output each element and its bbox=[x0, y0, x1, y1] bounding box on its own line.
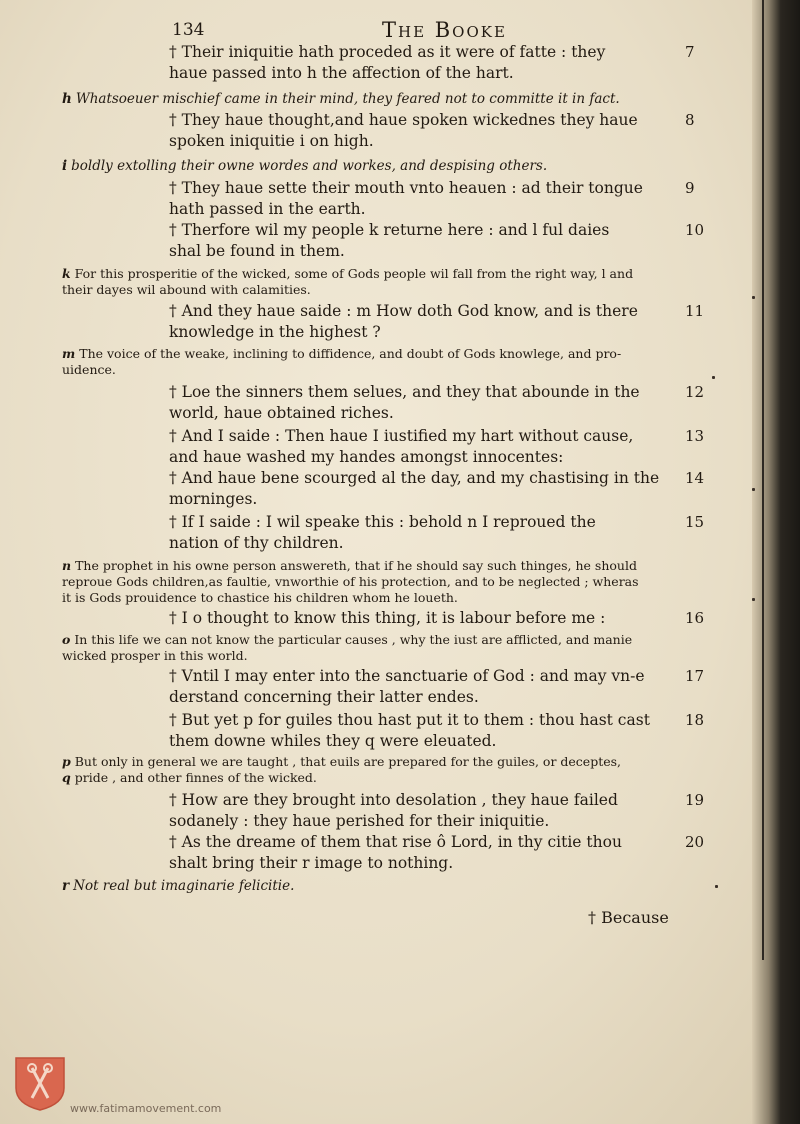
note-mark: q bbox=[62, 770, 71, 785]
verse-number: 18 bbox=[685, 711, 705, 729]
verse-line: spoken iniquitie i on high. bbox=[169, 132, 374, 150]
note-m bbox=[62, 346, 722, 378]
note-k bbox=[62, 266, 722, 298]
verse-number: 20 bbox=[685, 833, 705, 851]
verse-14 bbox=[165, 468, 705, 510]
watermark-url: www.fatimamovement.com bbox=[70, 1102, 222, 1115]
verse-line: † If I saide : I wil speake this : behold n I reproued the bbox=[169, 513, 596, 531]
fatima-movement-logo-icon bbox=[12, 1054, 68, 1112]
note-text: reproue Gods children,as faultie, vnworthie of his protection, and to be neglected ; wheras bbox=[62, 574, 639, 589]
verse-line: † But yet p for guiles thou hast put it to them : thou hast cast bbox=[169, 711, 650, 729]
verse-8 bbox=[165, 110, 705, 152]
verse-line: shalt bring their r image to nothing. bbox=[169, 854, 454, 872]
note-i bbox=[62, 158, 722, 174]
note-mark: p bbox=[62, 754, 71, 769]
verse-line: morninges. bbox=[169, 490, 258, 508]
note-text: For this prosperitie of the wicked, some of Gods people wil fall from the right way, l and bbox=[74, 266, 634, 281]
verse-20 bbox=[165, 832, 705, 874]
note-mark: r bbox=[62, 878, 70, 894]
note-n bbox=[62, 558, 722, 606]
verse-line: world, haue obtained riches. bbox=[169, 404, 394, 422]
verse-17 bbox=[165, 666, 705, 708]
verse-line: † And I saide : Then haue I iustified my hart without cause, bbox=[169, 427, 634, 445]
verse-line: † And they haue saide : m How doth God know, and is there bbox=[169, 302, 638, 320]
verse-line: hath passed in the earth. bbox=[169, 200, 366, 218]
verse-number: 13 bbox=[685, 427, 705, 445]
verse-line: nation of thy children. bbox=[169, 534, 344, 552]
verse-line: † They haue sette their mouth vnto heauen : ad their tongue bbox=[169, 179, 643, 197]
ink-mark bbox=[712, 376, 715, 379]
catchword: † Because bbox=[588, 908, 669, 927]
verse-13 bbox=[165, 426, 705, 468]
verse-line: haue passed into h the affection of the hart. bbox=[169, 64, 514, 82]
verse-line: derstand concerning their latter endes. bbox=[169, 688, 479, 706]
verse-number: 10 bbox=[685, 221, 705, 239]
verse-number: 7 bbox=[685, 43, 695, 61]
margin-rule bbox=[762, 0, 764, 960]
verse-number: 17 bbox=[685, 667, 705, 685]
note-text: uidence. bbox=[62, 362, 116, 377]
note-text: it is Gods prouidence to chastice his children whom he loueth. bbox=[62, 590, 458, 605]
note-text: In this life we can not know the particular causes , why the iust are afflicted, and manie bbox=[74, 632, 633, 647]
verse-number: 19 bbox=[685, 791, 705, 809]
verse-10 bbox=[165, 220, 705, 262]
book-spine-shadow bbox=[752, 0, 800, 1124]
note-text: Whatsoeuer mischief came in their mind, they feared not to committe it in fact. bbox=[75, 91, 620, 107]
verse-line: † Their iniquitie hath proceded as it were of fatte : they bbox=[169, 43, 606, 61]
note-text: pride , and other finnes of the wicked. bbox=[74, 770, 317, 785]
running-title: The Booke bbox=[382, 18, 507, 42]
verse-number: 12 bbox=[685, 383, 705, 401]
verse-7 bbox=[165, 42, 705, 84]
verse-line: † How are they brought into desolation , they haue failed bbox=[169, 791, 618, 809]
verse-line: and haue washed my handes amongst innocentes: bbox=[169, 448, 564, 466]
note-text: But only in general we are taught , that euils are prepared for the guiles, or deceptes, bbox=[74, 754, 622, 769]
ink-mark bbox=[715, 885, 718, 888]
note-text: The prophet in his owne person answereth, that if he should say such thinges, he should bbox=[75, 558, 637, 573]
note-pq bbox=[62, 754, 722, 786]
verse-line: † They haue thought,and haue spoken wickednes they haue bbox=[169, 111, 638, 129]
note-text: their dayes wil abound with calamities. bbox=[62, 282, 311, 297]
note-mark: h bbox=[62, 91, 72, 107]
verse-line: sodanely : they haue perished for their iniquitie. bbox=[169, 812, 550, 830]
note-text: wicked prosper in this world. bbox=[62, 648, 248, 663]
verse-line: † As the dreame of them that rise ô Lord, in thy citie thou bbox=[169, 833, 622, 851]
verse-16 bbox=[165, 608, 705, 629]
verse-number: 11 bbox=[685, 302, 705, 320]
ink-mark bbox=[752, 488, 755, 491]
note-text: The voice of the weake, inclining to diffidence, and doubt of Gods knowlege, and pro- bbox=[79, 346, 622, 361]
verse-line: † Vntil I may enter into the sanctuarie of God : and may vn-e bbox=[169, 667, 645, 685]
verse-number: 15 bbox=[685, 513, 705, 531]
verse-line: † I o thought to know this thing, it is labour before me : bbox=[169, 609, 606, 627]
verse-line: † Loe the sinners them selues, and they that abounde in the bbox=[169, 383, 640, 401]
note-mark: k bbox=[62, 266, 71, 281]
note-h bbox=[62, 91, 722, 107]
note-r bbox=[62, 878, 722, 894]
note-text: Not real but imaginarie felicitie. bbox=[73, 878, 295, 894]
ink-mark bbox=[752, 296, 755, 299]
verse-number: 14 bbox=[685, 469, 705, 487]
verse-11 bbox=[165, 301, 705, 343]
note-mark: m bbox=[62, 346, 76, 361]
verse-18 bbox=[165, 710, 705, 752]
verse-19 bbox=[165, 790, 705, 832]
page-number: 134 bbox=[172, 20, 205, 40]
verse-number: 16 bbox=[685, 609, 705, 627]
note-mark: i bbox=[62, 158, 68, 174]
note-text: boldly extolling their owne wordes and workes, and despising others. bbox=[71, 158, 548, 174]
verse-line: them downe whiles they q were eleuated. bbox=[169, 732, 497, 750]
verse-9 bbox=[165, 178, 705, 220]
verse-line: shal be found in them. bbox=[169, 242, 345, 260]
ink-mark bbox=[752, 598, 755, 601]
verse-number: 8 bbox=[685, 111, 695, 129]
verse-12 bbox=[165, 382, 705, 424]
note-mark: n bbox=[62, 558, 72, 573]
note-o bbox=[62, 632, 722, 664]
verse-line: knowledge in the highest ? bbox=[169, 323, 381, 341]
verse-15 bbox=[165, 512, 705, 554]
note-mark: o bbox=[62, 632, 71, 647]
verse-number: 9 bbox=[685, 179, 695, 197]
verse-line: † Therfore wil my people k returne here : and l ful daies bbox=[169, 221, 610, 239]
verse-line: † And haue bene scourged al the day, and my chastising in the bbox=[169, 469, 660, 487]
